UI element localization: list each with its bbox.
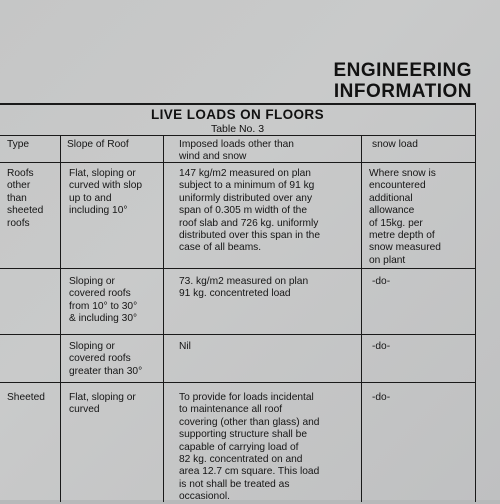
row-3-imposed: Nil xyxy=(179,341,191,352)
row-2-snow: -do- xyxy=(372,276,391,287)
row-1-imposed: 147 kg/m2 measured on plan subject to a minimum of 91 kg uniformly distributed over any span of 0.305 m width of the roof slab and 726 kg. uniformly distributed over this span in the case of all beams. xyxy=(179,168,321,254)
column-rule-1 xyxy=(60,135,61,502)
column-rule-2 xyxy=(163,135,164,502)
row-3-slope: Sloping or covered roofs greater than 30° xyxy=(69,341,143,377)
row-2-slope: Sloping or covered roofs from 10° to 30° & including 30° xyxy=(69,276,138,325)
heading-line-1: ENGINEERING xyxy=(333,60,472,81)
rule-under-title xyxy=(0,135,475,136)
row-1-slope: Flat, sloping or curved with slop up to and including 10° xyxy=(69,168,143,217)
header-type: Type xyxy=(7,139,30,150)
live-loads-table xyxy=(0,103,476,502)
row-4-snow: -do- xyxy=(372,392,391,403)
header-imposed: Imposed loads other than wind and snow xyxy=(179,139,294,163)
rule-row-3 xyxy=(0,382,475,383)
table-title: LIVE LOADS ON FLOORS xyxy=(150,107,324,122)
rule-row-1 xyxy=(0,268,475,269)
row-4-type: Sheeted xyxy=(7,392,45,403)
heading-line-2: INFORMATION xyxy=(333,81,472,102)
column-rule-3 xyxy=(361,135,362,502)
row-1-type: Roofs other than sheeted roofs xyxy=(7,168,44,229)
rule-row-2 xyxy=(0,334,475,335)
row-4-imposed: To provide for loads incidental to maintenance all roof covering (other than glass) and supporting structure shall be capable of carrying load of 82 kg. concentrated on and area 12.7 cm square. This load is not shall be treated as occasionol. xyxy=(179,392,320,503)
row-4-slope: Flat, sloping or curved xyxy=(69,392,136,416)
table-number: Table No. 3 xyxy=(210,123,265,135)
row-3-snow: -do- xyxy=(372,341,391,352)
row-1-snow: Where snow is encountered additional allowance of 15kg. per metre depth of snow measured on plant xyxy=(369,168,441,266)
row-2-imposed: 73. kg/m2 measured on plan 91 kg. concentreted load xyxy=(179,276,309,300)
header-snow: snow load xyxy=(372,139,418,150)
header-slope: Slope of Roof xyxy=(67,139,129,150)
section-heading xyxy=(333,60,472,102)
